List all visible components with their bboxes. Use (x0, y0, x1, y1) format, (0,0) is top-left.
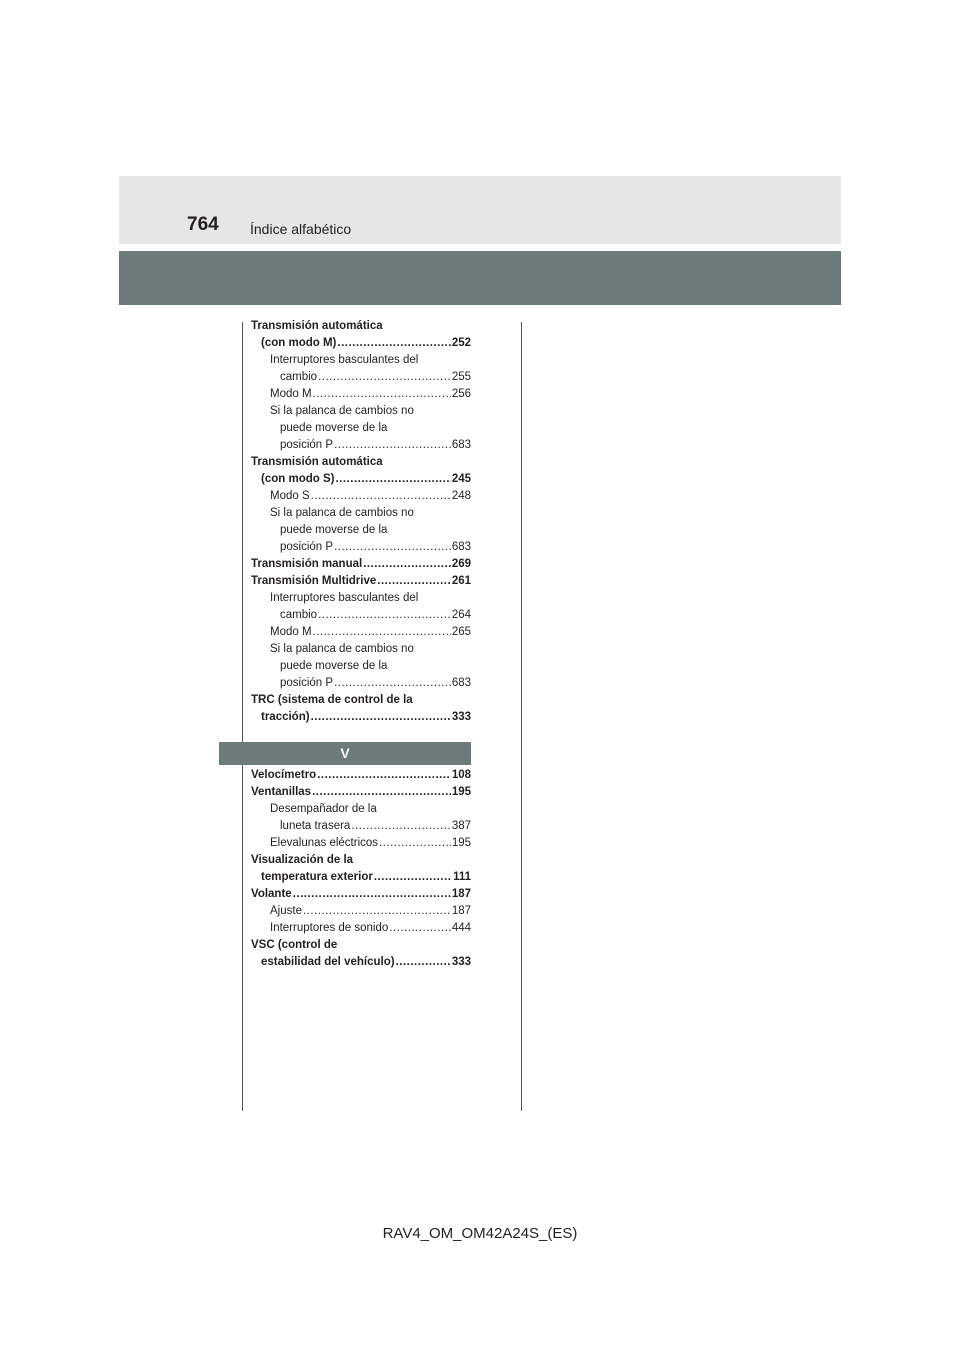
index-entry-text: Ajuste (270, 905, 302, 917)
index-entry-page[interactable]: 256 (451, 388, 471, 400)
index-entry-text: Si la palanca de cambios no (270, 643, 414, 655)
index-entry-text: estabilidad del vehículo) (261, 956, 395, 968)
index-entry-text: Transmisión automática (251, 456, 383, 468)
index-entry-text: Visualización de la (251, 854, 354, 866)
index-entry (251, 869, 471, 886)
index-entry-page[interactable]: 261 (451, 575, 471, 587)
index-entry-page[interactable]: 683 (451, 677, 471, 689)
index-entry (251, 539, 471, 556)
index-entry-leader (334, 675, 451, 692)
index-entry (251, 369, 471, 386)
index-entry-text: Velocímetro (251, 769, 317, 781)
index-entry-text: Modo M (270, 388, 312, 400)
index-entry-leader (374, 869, 452, 886)
index-entry-text: temperatura exterior (261, 871, 373, 883)
index-entry-text: (con modo M) (261, 337, 337, 349)
document-code: RAV4_OM_OM42A24S_(ES) (382, 1225, 578, 1242)
index-entry-leader (334, 437, 451, 454)
index-entry (251, 801, 471, 818)
index-entry-page[interactable]: 252 (451, 337, 471, 349)
index-entry (251, 835, 471, 852)
index-entry-page[interactable]: 333 (451, 956, 471, 968)
index-entry-text: TRC (sistema de control de la (251, 694, 413, 706)
index-entry-leader (317, 767, 451, 784)
index-entry-text: Modo S (270, 490, 310, 502)
index-entry-page[interactable]: 683 (451, 439, 471, 451)
index-entry-text: tracción) (261, 711, 310, 723)
index-entry-text: puede moverse de la (280, 524, 388, 536)
index-entry (251, 573, 471, 590)
index-entry (251, 386, 471, 403)
header-bar (119, 251, 841, 305)
index-entry-text: luneta trasera (280, 820, 351, 832)
index-entry-text: Si la palanca de cambios no (270, 507, 414, 519)
index-entry-text: Interruptores basculantes del (270, 592, 419, 604)
section-title: Índice alfabético (250, 221, 352, 237)
index-entry (251, 692, 471, 709)
index-entry-text: puede moverse de la (280, 422, 388, 434)
index-entry-text: Elevalunas eléctricos (270, 837, 379, 849)
index-entry-text: Ventanillas (251, 786, 312, 798)
index-entry (251, 767, 471, 784)
index-entry (251, 522, 471, 539)
index-entry (251, 709, 471, 726)
index-entry (251, 675, 471, 692)
index-entry-text: Interruptores de sonido (270, 922, 389, 934)
index-entry-text: Transmisión manual (251, 558, 363, 570)
index-entry-page[interactable]: 444 (451, 922, 471, 934)
index-entry (251, 641, 471, 658)
index-entry (251, 607, 471, 624)
index-entry-leader (313, 386, 451, 403)
index-entry-leader (377, 573, 451, 590)
index-entry (251, 556, 471, 573)
index-entry-text: posición P (280, 541, 334, 553)
index-entry-page[interactable]: 333 (451, 711, 471, 723)
index-entry-leader (389, 920, 451, 937)
index-entry (251, 624, 471, 641)
index-entry-page[interactable]: 111 (453, 871, 471, 883)
index-entry (251, 454, 471, 471)
index-entry-leader (335, 471, 450, 488)
index-entry (251, 920, 471, 937)
column-divider-right (521, 322, 522, 1111)
index-entry-text: puede moverse de la (280, 660, 388, 672)
index-entry-leader (337, 335, 450, 352)
index-entry (251, 903, 471, 920)
index-entry-leader (351, 818, 450, 835)
index-entry (251, 818, 471, 835)
index-entry (251, 852, 471, 869)
index-entry-leader (311, 488, 451, 505)
index-entry-text: Volante (251, 888, 292, 900)
index-entry (251, 590, 471, 607)
index-entry-leader (303, 903, 451, 920)
index-entry (251, 420, 471, 437)
index-entry-page[interactable]: 248 (451, 490, 471, 502)
index-entry-text: Interruptores basculantes del (270, 354, 419, 366)
column-divider-left (242, 322, 243, 1111)
index-entry (251, 318, 471, 335)
index-entry (251, 352, 471, 369)
index-entry (251, 658, 471, 675)
index-entry (251, 471, 471, 488)
index-entry-text: Si la palanca de cambios no (270, 405, 414, 417)
index-entry-page[interactable]: 108 (451, 769, 471, 781)
header-band (119, 176, 841, 244)
index-entry-page[interactable]: 264 (451, 609, 471, 621)
index-entry (251, 403, 471, 420)
index-entry (251, 505, 471, 522)
index-entry-text: Modo M (270, 626, 312, 638)
index-entry-text: (con modo S) (261, 473, 335, 485)
index-entry-text: Transmisión Multidrive (251, 575, 377, 587)
index-entry-leader (318, 369, 451, 386)
index-entry-page[interactable]: 265 (451, 626, 471, 638)
index-entry-page[interactable]: 683 (451, 541, 471, 553)
index-entry-text: Transmisión automática (251, 320, 383, 332)
index-entry (251, 335, 471, 352)
index-entry-text: cambio (280, 609, 318, 621)
index-entry (251, 954, 471, 971)
index-entry-leader (311, 709, 451, 726)
index-entry-page[interactable]: 255 (451, 371, 471, 383)
letter-heading-v: V (219, 742, 471, 765)
index-entry-page[interactable]: 269 (451, 558, 471, 570)
index-entry-page[interactable]: 387 (451, 820, 471, 832)
index-entry-leader (334, 539, 451, 556)
index-list-t (251, 318, 471, 726)
index-entry (251, 937, 471, 954)
index-entry-leader (313, 624, 451, 641)
index-entry (251, 488, 471, 505)
index-entry (251, 437, 471, 454)
index-entry-leader (293, 886, 451, 903)
index-list-v (251, 767, 471, 971)
index-entry-text: posición P (280, 677, 334, 689)
index-entry-leader (396, 954, 451, 971)
index-entry-leader (363, 556, 451, 573)
index-entry-leader (379, 835, 451, 852)
page-number: 764 (187, 214, 219, 235)
index-entry-page[interactable]: 195 (451, 837, 471, 849)
index-entry-text: posición P (280, 439, 334, 451)
index-entry-page[interactable]: 245 (451, 473, 471, 485)
index-entry-page[interactable]: 187 (451, 905, 471, 917)
index-entry-text: Desempañador de la (270, 803, 377, 815)
index-entry-leader (312, 784, 451, 801)
index-entry (251, 784, 471, 801)
index-entry-leader (318, 607, 451, 624)
index-entry-page[interactable]: 195 (451, 786, 471, 798)
index-entry (251, 886, 471, 903)
index-entry-page[interactable]: 187 (451, 888, 471, 900)
index-entry-text: cambio (280, 371, 318, 383)
index-entry-text: VSC (control de (251, 939, 338, 951)
